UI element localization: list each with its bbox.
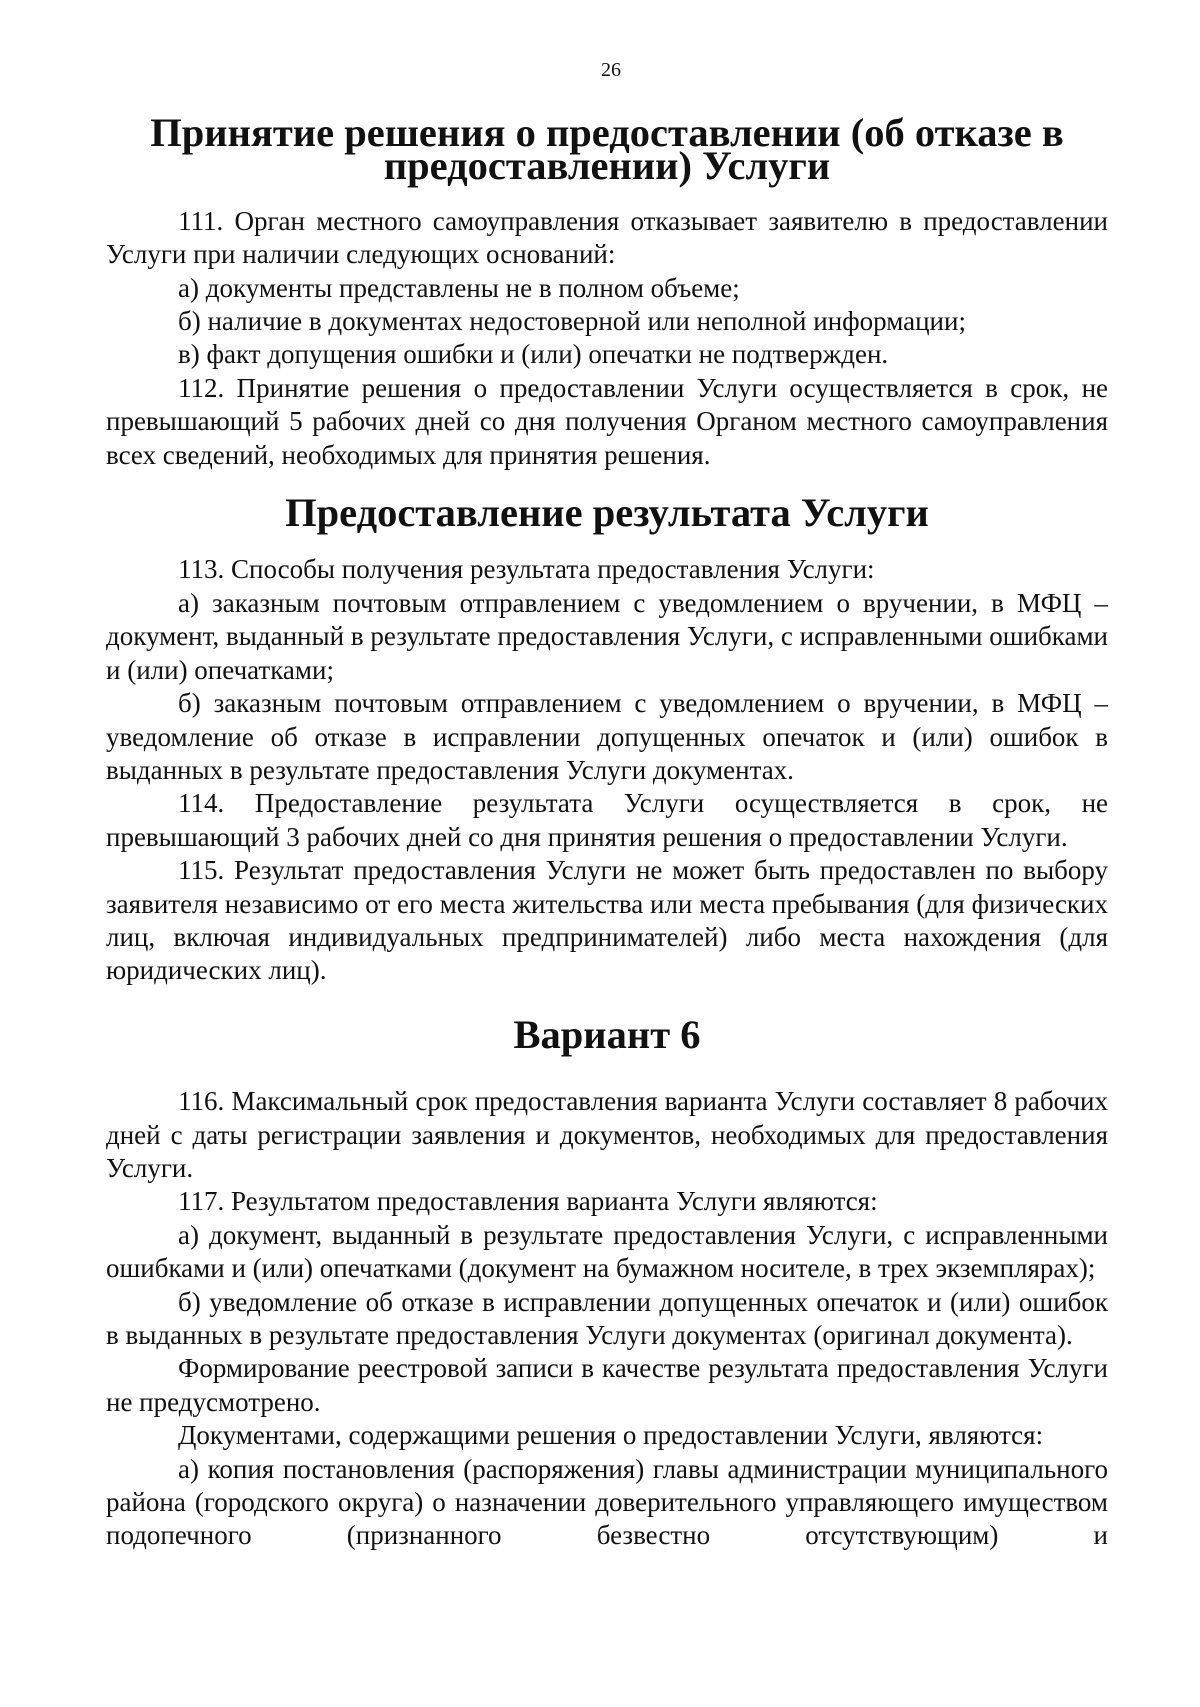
paragraph-116: 116. Максимальный срок предоставления варианта Услуги составляет 8 рабочих дней с даты регистрации заявления и документов, необходимых для предоставления Услуги. (106, 1086, 1108, 1183)
section-heading-decision: Принятие решения о предоставлении (об отказе в предоставлении) Услуги (150, 110, 1064, 189)
paragraph-111-a: а) документы представлены не в полном объеме; (178, 272, 740, 303)
page-number: 26 (601, 59, 621, 81)
paragraph-112: 112. Принятие решения о предоставлении Услуги осуществляется в срок, не превышающий 5 рабочих дней со дня получения Органом местного самоуправления всех сведений, необходимых для принятия решения. (106, 372, 1108, 470)
section-heading-variant-6: Вариант 6 (513, 1011, 701, 1057)
paragraph-decision-documents-a: а) копия постановления (распоряжения) главы администрации муниципального района (городского округа) о назначении доверительного управляющего имуществом подопечного (признанного безвестно отсутствующим) и (106, 1453, 1108, 1551)
paragraph-111-v: в) факт допущения ошибки и (или) опечатки не подтвержден. (178, 339, 889, 370)
section-heading-result: Предоставление результата Услуги (285, 490, 929, 536)
paragraph-117-b: б) уведомление об отказе в исправлении допущенных опечаток и (или) ошибок в выданных в результате предоставления Услуги документах (оригинал документа). (106, 1286, 1108, 1350)
paragraph-registry-record: Формирование реестровой записи в качестве результата предоставления Услуги не предусмотрено. (106, 1353, 1108, 1417)
paragraph-117-a: а) документ, выданный в результате предоставления Услуги, с исправленными ошибками и (или) опечатками (документ на бумажном носителе, в трех экземплярах); (106, 1219, 1108, 1284)
paragraph-111-b: б) наличие в документах недостоверной или неполной информации; (178, 306, 966, 337)
paragraph-113: 113. Способы получения результата предоставления Услуги: (178, 554, 875, 585)
paragraph-decision-documents: Документами, содержащими решения о предоставлении Услуги, являются: (178, 1420, 1044, 1451)
paragraph-115: 115. Результат предоставления Услуги не может быть предоставлен по выбору заявителя независимо от его места жительства или места пребывания (для физических лиц, включая индивидуальных предпринимателей) либо места нахождения (для юридических лиц). (106, 855, 1108, 986)
paragraph-114: 114. Предоставление результата Услуги осуществляется в срок, не превышающий 3 рабочих дней со дня принятия решения о предоставлении Услуги. (106, 788, 1108, 852)
paragraph-113-b: б) заказным почтовым отправлением с уведомлением о вручении, в МФЦ – уведомление об отказе в исправлении допущенных опечаток и (или) ошибок в выданных в результате предоставления Услуги документах. (106, 688, 1108, 785)
paragraph-111: 111. Орган местного самоуправления отказывает заявителю в предоставлении Услуги при наличии следующих оснований: (106, 205, 1108, 270)
paragraph-113-a: а) заказным почтовым отправлением с уведомлением о вручении, в МФЦ – документ, выданный в результате предоставления Услуги, с исправленными ошибками и (или) опечатками; (106, 587, 1108, 685)
paragraph-117: 117. Результатом предоставления варианта Услуги являются: (178, 1186, 878, 1217)
